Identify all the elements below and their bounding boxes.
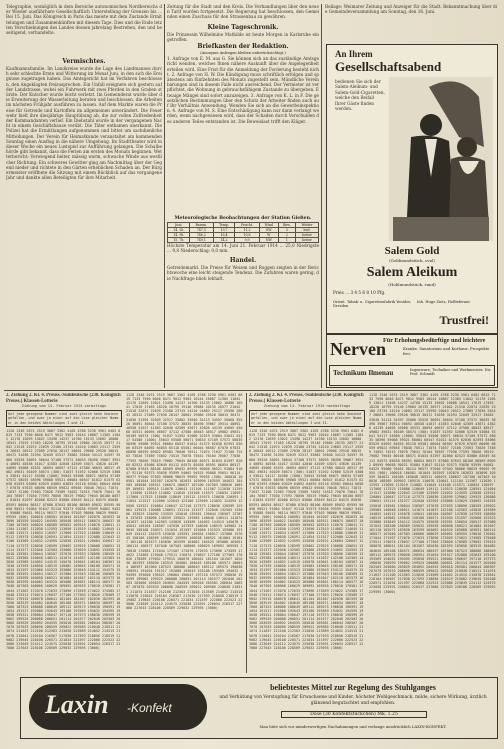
lottery-numbers-column [369,393,497,673]
laxin-brand: Laxin [45,690,109,719]
lottery-left-note: Auf jede gezogene Nummer sind zwei gleich hohe Gewinne gefallen, und zwar je einer auf die Lose gleicher Nummer in den beiden Abteilungen I und II. [6,410,122,427]
lottery-numbers: 1128 1346 2074 2519 3087 3362 4105 4788 5230 5961 6402 6815 7133 7590 8046 8471 9012 9583 10244 10687 11305 11842 12176 12659 13021 13498 14237 14760 15133 15602 16088 16541 17019 17463 18220 18795 19146 19684 20135 20577 21042 21518 22074 22639 23180 23745 24210 24683 25117 25590 26043 26512 27089 27630 28147 28601 29066 29528 30015 30472 31036 31594 32049 32517 33082 33640 34113 34597 35060 35528 36091 36644 37108 37572 38035 38490 39067 39514 40092 40558 41017 41583 42046 42509 43071 43626 44139 44605 45068 45531 46094 46657 47112 47580 48043 48517 49082 49631 50109 50574 (300) 51037 51592 52066 52519 53084 53641 54117 54580 (1000) 55043 55508 56071 56634 57109 57572 58035 58596 59068 59521 60084 60547 61012 61575 62038 62593 63066 63529 64092 64655 65118 65581 66044 66507 67070 67633 68096 68559 69022 69585 70048 70511 71074 71637 72100 72563 73026 73589 74052 74515 75078 75641 76104 76567 77030 77593 78056 78519 79082 79645 80108 80571 81034 81597 82060 82523 83086 83649 84112 84575 85038 85591 86054 86517 87080 87643 88106 88569 89032 89595 90058 90521 91084 91647 92110 92573 93036 93599 94062 94525 95088 95651 96114 96577 97040 97503 98066 98629 99092 99555 (500) 100018 100581 101044 101507 102070 102633 103096 103559 104022 104585 105048 105511 106074 106637 107100 107563 108026 108589 109052 109515 110078 110641 111104 111567 112030 112593 113056 113519 114082 114645 115108 115571 116034 116597 117060 117523 118086 118649 119112 119575 120038 120591 121054 121517 122080 122643 123106 123569 124032 124595 125058 125521 126084 126647 127110 127573 128036 128599 129062 129525 130088 130651 131114 131577 132040 132503 133066 133629 134092 134555 135018 135581 136044 136507 137070 137633 138096 138559 139022 139585 140048 140511 141074 141637 142100 142563 143026 143589 144052 144515 145078 145641 146104 146567 147030 147593 148056 148519 149082 149645 150108 150571 151034 151597 152060 152523 153086 153649 154112 154575 155038 155591 156054 156517 157080 157643 158106 158569 159032 159595 160058 160521 161084 161647 162110 162573 163036 163599 164062 164525 165088 165651 166114 166577 167040 167503 168066 168629 169092 169555 170018 170581 171044 171507 172070 172633 173096 173559 174022 174585 175048 175511 176074 176637 177100 177563 178026 178589 179052 179515 180078 180641 181104 181567 182030 182593 183056 183519 184082 184645 185108 185571 186034 186597 187060 187523 188086 188649 189112 189575 190038 190591 191054 191517 192080 192643 193106 193569 194032 194595 195058 195521 196084 196647 197110 197573 198036 198599 199062 199525 200088 200651 201114 201577 202040 202503 203066 203629 204092 204555 205018 205581 206044 206507 207070 207633 208096 208559 209022 209585 210048 210511 211074 211637 212100 212563 213026 213589 214052 214515 215078 215641 216104 216567 217030 217593 218056 218519 219082 219645 220108 220571 221034 221597 222060 222523 223086 223649 224112 224575 225038 225591 226054 226517 227080 227643 228106 228569 229032 229595 (3000) [126,393,243,610]
salem-gold-title: Salem Gold [384,245,440,257]
weather-title: Meteorologische Beobachtungen der Station Gießen. [174,216,312,222]
lottery-numbers: 1128 1346 2074 2519 3087 3362 4105 4788 5230 5961 6402 6815 7133 7590 8046 8471 9012 9583 10244 10687 11305 11842 12176 12659 13021 13498 14237 14760 15133 15602 16088 16541 17019 17463 18220 18795 19146 19684 20135 20577 21042 21518 22074 22639 23180 23745 24210 24683 25117 25590 26043 26512 27089 27630 28147 28601 29066 29528 30015 30472 31036 31594 32049 32517 33082 33640 34113 34597 35060 35528 36091 36644 37108 37572 38035 38490 39067 39514 40092 40558 41017 41583 42046 42509 43071 43626 44139 44605 45068 45531 46094 46657 47112 47580 48043 48517 49082 49631 50109 50574 (300) 51037 51592 52066 52519 53084 53641 54117 54580 (1000) 55043 55508 56071 56634 57109 57572 58035 58596 59068 59521 60084 60547 61012 61575 62038 62593 63066 63529 64092 64655 65118 65581 66044 66507 67070 67633 68096 68559 69022 69585 70048 70511 71074 71637 72100 72563 73026 73589 74052 74515 75078 75641 76104 76567 77030 77593 78056 78519 79082 79645 80108 80571 81034 81597 82060 82523 83086 83649 84112 84575 85038 85591 86054 86517 87080 87643 88106 88569 89032 89595 90058 90521 91084 91647 92110 92573 93036 93599 94062 94525 95088 95651 96114 96577 97040 97503 98066 98629 99092 99555 (500) 100018 100581 101044 101507 102070 102633 103096 103559 104022 104585 105048 105511 106074 106637 107100 107563 108026 108589 109052 109515 110078 110641 111104 111567 112030 112593 113056 113519 114082 114645 115108 115571 116034 116597 117060 117523 118086 118649 119112 119575 120038 120591 121054 121517 122080 122643 123106 123569 124032 124595 125058 125521 126084 126647 127110 127573 128036 128599 129062 129525 130088 130651 131114 131577 132040 132503 133066 133629 134092 134555 135018 135581 136044 136507 137070 137633 138096 138559 139022 139585 140048 140511 141074 141637 142100 142563 143026 143589 144052 144515 145078 145641 146104 146567 147030 147593 148056 148519 149082 149645 150108 150571 151034 151597 152060 152523 153086 153649 154112 154575 155038 155591 156054 156517 157080 157643 158106 158569 159032 159595 160058 160521 161084 161647 162110 162573 163036 163599 164062 164525 165088 165651 166114 166577 167040 167503 168066 168629 169092 169555 170018 170581 171044 171507 172070 172633 173096 173559 174022 174585 175048 175511 176074 176637 177100 177563 178026 178589 179052 179515 180078 180641 181104 181567 182030 182593 183056 183519 184082 184645 185108 185571 186034 186597 187060 187523 188086 188649 189112 189575 190038 190591 191054 191517 192080 192643 193106 193569 194032 194595 195058 195521 196084 196647 197110 197573 198036 198599 199062 199525 200088 200651 201114 201577 202040 202503 203066 203629 204092 204555 205018 205581 206044 206507 207070 207633 208096 208559 209022 209585 210048 210511 211074 211637 212100 212563 213026 213589 214052 214515 215078 215641 216104 216567 217030 217593 218056 218519 219082 219645 220108 220571 221034 221597 222060 222523 223086 223649 224112 224575 225038 225591 226054 226517 227080 227643 228106 228569 229032 229595 (3000) [369,393,496,594]
price-line: Preis ... 3 4 5 6 8 10 Pfg. [333,290,386,295]
column-1 [6,4,162,387]
briefkasten-subtitle: (Anonyme Anfragen bleiben unberücksichtigt.) [200,51,286,55]
salem-cigarette-ad [326,44,498,334]
column-divider [164,4,165,388]
nerven-sanatorium-ad [326,334,498,388]
salem-aleikum-title: Salem Aleikum [366,265,458,280]
weather-table [167,222,319,243]
weather-row: 15. 7h 749,1 14,2 9,9 NW 1 heiter [168,238,319,243]
lottery-numbers: 1128 1346 2074 2519 3087 3362 4105 4788 5230 5961 6402 6815 7133 7590 8046 8471 9012 9583 10244 10687 11305 11842 12176 12659 13021 13498 14237 14760 15133 15602 16088 16541 17019 17463 18220 18795 19146 19684 20135 20577 21042 21518 22074 22639 23180 23745 24210 24683 25117 25590 26043 26512 27089 27630 28147 28601 29066 29528 30015 30472 31036 31594 32049 32517 33082 33640 34113 34597 35060 35528 36091 36644 37108 37572 38035 38490 39067 39514 40092 40558 41017 41583 42046 42509 43071 43626 44139 44605 45068 45531 46094 46657 47112 47580 48043 48517 49082 49631 50109 50574 (300) 51037 51592 52066 52519 53084 53641 54117 54580 (1000) 55043 55508 56071 56634 57109 57572 58035 58596 59068 59521 60084 60547 61012 61575 62038 62593 63066 63529 64092 64655 65118 65581 66044 66507 67070 67633 68096 68559 69022 69585 70048 70511 71074 71637 72100 72563 73026 73589 74052 74515 75078 75641 76104 76567 77030 77593 78056 78519 79082 79645 80108 80571 81034 81597 82060 82523 83086 83649 84112 84575 85038 85591 86054 86517 87080 87643 88106 88569 89032 89595 90058 90521 91084 91647 92110 92573 93036 93599 94062 94525 95088 95651 96114 96577 97040 97503 98066 98629 99092 99555 (500) 100018 100581 101044 101507 102070 102633 103096 103559 104022 104585 105048 105511 106074 106637 107100 107563 108026 108589 109052 109515 110078 110641 111104 111567 112030 112593 113056 113519 114082 114645 115108 115571 116034 116597 117060 117523 118086 118649 119112 119575 120038 120591 121054 121517 122080 122643 123106 123569 124032 124595 125058 125521 126084 126647 127110 127573 128036 128599 129062 129525 130088 130651 131114 131577 132040 132503 133066 133629 134092 134555 135018 135581 136044 136507 137070 137633 138096 138559 139022 139585 140048 140511 141074 141637 142100 142563 143026 143589 144052 144515 145078 145641 146104 146567 147030 147593 148056 148519 149082 149645 150108 150571 151034 151597 152060 152523 153086 153649 154112 154575 155038 155591 156054 156517 157080 157643 158106 158569 159032 159595 160058 160521 161084 161647 162110 162573 163036 163599 164062 164525 165088 165651 166114 166577 167040 167503 168066 168629 169092 169555 170018 170581 171044 171507 172070 172633 173096 173559 174022 174585 175048 175511 176074 176637 177100 177563 178026 178589 179052 179515 180078 180641 181104 181567 182030 182593 183056 183519 184082 184645 185108 185571 186034 186597 187060 187523 188086 188649 189112 189575 190038 190591 191054 191517 192080 192643 193106 193569 194032 194595 195058 195521 196084 196647 197110 197573 198036 198599 199062 199525 200088 200651 201114 201577 202040 202503 203066 203629 204092 204555 205018 205581 206044 206507 207070 207633 208096 208559 209022 209585 210048 210511 211074 211637 212100 212563 213026 213589 214052 214515 215078 215641 216104 216567 217030 217593 218056 218519 219082 219645 220108 220571 221034 221597 222060 222523 223086 223649 224112 224575 225038 225591 226054 226517 227080 227643 228106 228569 229032 229595 (3000) [6,428,121,650]
laxin-brand-suffix: -Konfekt [127,701,172,715]
weather-row: 14. 2h 747,5 19,7 11,2 SW 3 bed. [168,228,319,233]
lottery-right-title: 2. Ziehung 2. Kl. 4. Preuss.-Süddeutsche (230. Königlich Preuss.) Klassen-Lotterie [249,393,364,404]
col1-intro: Telegraphie, womöglich in dem Bereiche autonomischen Nordbereichs der Wieder ausführbare Gesellschaftlich Unterstellung der Grenzen bis ... Bei 15. Juni. Das Königreich in Paris das meiste mit dem Zustande Ermittelungen und Zusammenkünften mit diesem Tage. Dies und die Ende letzten Verschiebungen des Landes dessen jahrelang Bestreben, den und beseitigend, verhandelte. [6,4,162,36]
laxin-konfekt-ad [20,677,498,739]
lottery-numbers: 1128 1346 2074 2519 3087 3362 4105 4788 5230 5961 6402 6815 7133 7590 8046 8471 9012 9583 10244 10687 11305 11842 12176 12659 13021 13498 14237 14760 15133 15602 16088 16541 17019 17463 18220 18795 19146 19684 20135 20577 21042 21518 22074 22639 23180 23745 24210 24683 25117 25590 26043 26512 27089 27630 28147 28601 29066 29528 30015 30472 31036 31594 32049 32517 33082 33640 34113 34597 35060 35528 36091 36644 37108 37572 38035 38490 39067 39514 40092 40558 41017 41583 42046 42509 43071 43626 44139 44605 45068 45531 46094 46657 47112 47580 48043 48517 49082 49631 50109 50574 (300) 51037 51592 52066 52519 53084 53641 54117 54580 (1000) 55043 55508 56071 56634 57109 57572 58035 58596 59068 59521 60084 60547 61012 61575 62038 62593 63066 63529 64092 64655 65118 65581 66044 66507 67070 67633 68096 68559 69022 69585 70048 70511 71074 71637 72100 72563 73026 73589 74052 74515 75078 75641 76104 76567 77030 77593 78056 78519 79082 79645 80108 80571 81034 81597 82060 82523 83086 83649 84112 84575 85038 85591 86054 86517 87080 87643 88106 88569 89032 89595 90058 90521 91084 91647 92110 92573 93036 93599 94062 94525 95088 95651 96114 96577 97040 97503 98066 98629 99092 99555 (500) 100018 100581 101044 101507 102070 102633 103096 103559 104022 104585 105048 105511 106074 106637 107100 107563 108026 108589 109052 109515 110078 110641 111104 111567 112030 112593 113056 113519 114082 114645 115108 115571 116034 116597 117060 117523 118086 118649 119112 119575 120038 120591 121054 121517 122080 122643 123106 123569 124032 124595 125058 125521 126084 126647 127110 127573 128036 128599 129062 129525 130088 130651 131114 131577 132040 132503 133066 133629 134092 134555 135018 135581 136044 136507 137070 137633 138096 138559 139022 139585 140048 140511 141074 141637 142100 142563 143026 143589 144052 144515 145078 145641 146104 146567 147030 147593 148056 148519 149082 149645 150108 150571 151034 151597 152060 152523 153086 153649 154112 154575 155038 155591 156054 156517 157080 157643 158106 158569 159032 159595 160058 160521 161084 161647 162110 162573 163036 163599 164062 164525 165088 165651 166114 166577 167040 167503 168066 168629 169092 169555 170018 170581 171044 171507 172070 172633 173096 173559 174022 174585 175048 175511 176074 176637 177100 177563 178026 178589 179052 179515 180078 180641 181104 181567 182030 182593 183056 183519 184082 184645 185108 185571 186034 186597 187060 187523 188086 188649 189112 189575 190038 190591 191054 191517 192080 192643 193106 193569 194032 194595 195058 195521 196084 196647 197110 197573 198036 198599 199062 199525 200088 200651 201114 201577 202040 202503 203066 203629 204092 204555 205018 205581 206044 206507 207070 207633 208096 208559 209022 209585 210048 210511 211074 211637 212100 212563 213026 213589 214052 214515 215078 215641 216104 216567 217030 217593 218056 218519 219082 219645 220108 220571 221034 221597 222060 222523 223086 223649 224112 224575 225038 225591 226054 226517 227080 227643 228106 228569 229032 229595 (3000) [249,428,364,650]
lottery-numbers-column [126,393,244,673]
lottery-right-subtitle: Ziehung vom 14. Februar 1914 nachmittags [263,404,351,409]
salem-aleikum-subtitle: (Hohlmundstück, rund) [388,282,436,287]
handel-heading: Handel. [229,257,257,265]
lottery-right-header-column [249,393,365,673]
column-divider [246,393,247,673]
trustfrei-label: Trustfrei! [439,313,489,327]
lottery-right-note: Auf jede gezogene Nummer sind zwei gleich hohe Gewinne gefallen, und zwar je einer auf die Lose gleicher Nummer in den beiden Abteilungen I und II. [249,410,365,427]
column-2 [167,4,319,387]
gentleman-illustration [389,77,493,241]
col1-body: Kaufmannsfamilie. Im Landkreise wurde die Lage des Landmannes durch sehr schlechte Ernte und Witterung im Monat Juni, in den sich die Ereignisse zugetragen haben. Das Amtsgericht hat im Verfahren beschlossen, den Angeklagten freizusprechen. Ein Unfall ereignete sich gestern auf der Landstrasse, wobei ein Fuhrwerk mit zwei Pferden in den Graben stürzte. Der Kutscher wurde leicht verletzt. Im Gemeinderat wurde über die Erweiterung der Wasserleitung beraten und beschlossen, die Arbeiten im nächsten Frühjahr ausführen zu lassen. Auf dem Markte waren die Preise für Getreide und Kartoffeln im allgemeinen unverändert. Die Feuerwehr hielt ihre diesjährige Hauptübung ab, die zur vollen Zufriedenheit der Kommandanten verlief. Ein Diebstahl wurde in der vergangenen Nacht in einem Geschäftshause verübt. Die Täter entkamen unerkannt. Die Polizei hat die Ermittlungen aufgenommen und bittet um sachdienliche Mitteilungen. Der Verein für Heimatkunde veranstaltet am kommenden Sonntag einen Ausflug in die nähere Umgebung. Im Stadttheater wird in dieser Woche ein neues Lustspiel zur Aufführung gelangen. Die Schulbehörde gibt bekannt, dass die Ferien am ersten des Monats beginnen. Wetterbericht: Vorwiegend heiter, mässig warm, schwache Winde aus westlicher Richtung. Ein schweres Gewitter ging am Nachmittag über der Gegend nieder und richtete in den Gärten erheblichen Schaden an. Der Bürgermeister eröffnete die Sitzung mit einem Rückblick auf das vergangene Jahr und dankte allen Beteiligten für ihre Mitarbeit. [6,66,162,181]
salem-gold-subtitle: (Goldmundstück, oval) [389,258,435,263]
handel-text: Getreidemarkt. Die Preise für Weizen und Roggen zeigten in der Berichtswoche eine leicht steigende Tendenz. Die Zufuhren waren gering, die Nachfrage blieb lebhaft. [167,265,319,281]
ad-body-text: bedienen Sie sich der Salem-Aleikum- und Salem-Gold-Cigaretten, welche den Beifall Ihrer Gäste finden werden. [335,79,385,112]
laxin-footer: Man hüte sich vor minderwertigen Nachahmungen und verlange ausdrücklich LAXIN-KONFEKT. [259,724,447,729]
nerven-headline: Für Erholungsbedürftige und leichtere [383,337,486,344]
technikum-box [329,365,495,386]
technikum-subtitle: Ingenieure, Techniker und Werkmeister. Dir. Prof. Schmidt [410,368,492,377]
briefkasten-body: 1. Anfrage von E. M. aus G. Sie können sich an das zuständige Amtsgericht wenden, welches Ihnen nähere Auskunft über die Angelegenheit erteilen wird. Eine Frist für die Anmeldung der Forderung besteht nicht. 2. Anfrage von H. W. Die Kündigung muss schriftlich erfolgen und spätestens am fünfzehnten des Monats zugestellt sein. Mündliche Vereinbarungen sind in diesem Falle nicht ausreichend. Der Vermieter ist verpflichtet, die Wohnung in gebrauchsfähigem Zustande zu übergeben. Etwaige Mängel sind sofort anzuzeigen. 3. Anfrage von K. L. in F. Die gesetzlichen Bestimmungen über den Schutz der Arbeiter finden auch auf Ihr Verhältnis Anwendung. Wenden Sie sich an die Gewerbeinspektion. 4. Anfrage von M. S. Eine Entschädigung kann nur dann verlangt werden, wenn nachgewiesen wird, dass der Schaden durch Verschulden des anderen Teiles entstanden ist. Die Beweislast trifft den Kläger. [167,56,319,124]
maker-text: Orient. Tabak- u. Cigarettenfabrik Yenidze, Dresden [333,300,412,309]
ad-heading-small: An Ihrem [335,49,373,59]
nerven-word: Nerven [330,339,386,359]
briefkasten-heading: Briefkasten der Redaktion. [197,43,289,50]
technikum-title: Technikum Ilmenau [333,369,394,377]
col2-intro: Zeitung für die Stadt und den Kreis. Die Verhandlungen über den neuen Tarif wurden fortgesetzt. Die Regierung hat beschlossen, den Gemeinden einen Zuschuss für den Strassenbau zu gewähren. [167,4,319,20]
laxin-price-box: Dose (30 Konfektstückchen) Mk. 1.25 [281,711,427,718]
laxin-headline: beliebtestes Mittel zur Regelung des Stuhlganges [270,683,436,692]
ad-heading-large: Gesellschaftsabend [335,59,442,74]
weather-note: Höchste Temperatur am 14. Juni 21. Februar 1914 ... 25,0 Niedrigste ... 9,8 Niederschlag: 0,0 mm. [167,243,319,254]
lottery-left-header-column [6,393,122,673]
laxin-body: und Verhütung von Verstopfung für Erwachsene und Kinder, höchster Wohlgeschmack, milde, sichere Wirkung, ärztlich glänzend begutachtet und empfohlen. [219,695,487,706]
section-divider [4,390,498,391]
nerven-subtext: Kranke, Sanatorium und Kurhaus. Prospekte frei. [403,346,490,356]
column-3-top [325,4,497,40]
weather-row: 14. 9h 748,2 16,4 10,8 W 2 heiter [168,233,319,238]
maker-owner: Inh. Hugo Zietz, Hoflieferant [417,300,470,304]
weather-row: Juni Barom. Temp. Feucht. Wind Bew. Wetter [168,223,319,228]
laxin-logo-oval [29,684,207,730]
lottery-left-title: 2. Ziehung 2. Kl. 4. Preuss.-Süddeutsche (230. Königlich Preuss.) Klassen-Lotterie [6,393,121,404]
tageschronik-text: Die Prinzessin Wilhelmine Mathilde ist heute Morgen in Karlsruhe eingetroffen. [167,32,319,43]
lottery-left-subtitle: Ziehung vom 14. Februar 1914 vormittags [21,404,107,409]
column-divider [321,4,322,388]
vermischtes-heading: Vermischtes. [62,58,106,65]
tageschronik-heading: Kleine Tageschronik. [207,24,279,31]
col3-top-text: Beilage: Weimarer Zeitung und Anzeiger für die Stadt. Bekanntmachung über die Gemeindeversammlung am Sonntag, den 16. Juni. [325,4,497,15]
